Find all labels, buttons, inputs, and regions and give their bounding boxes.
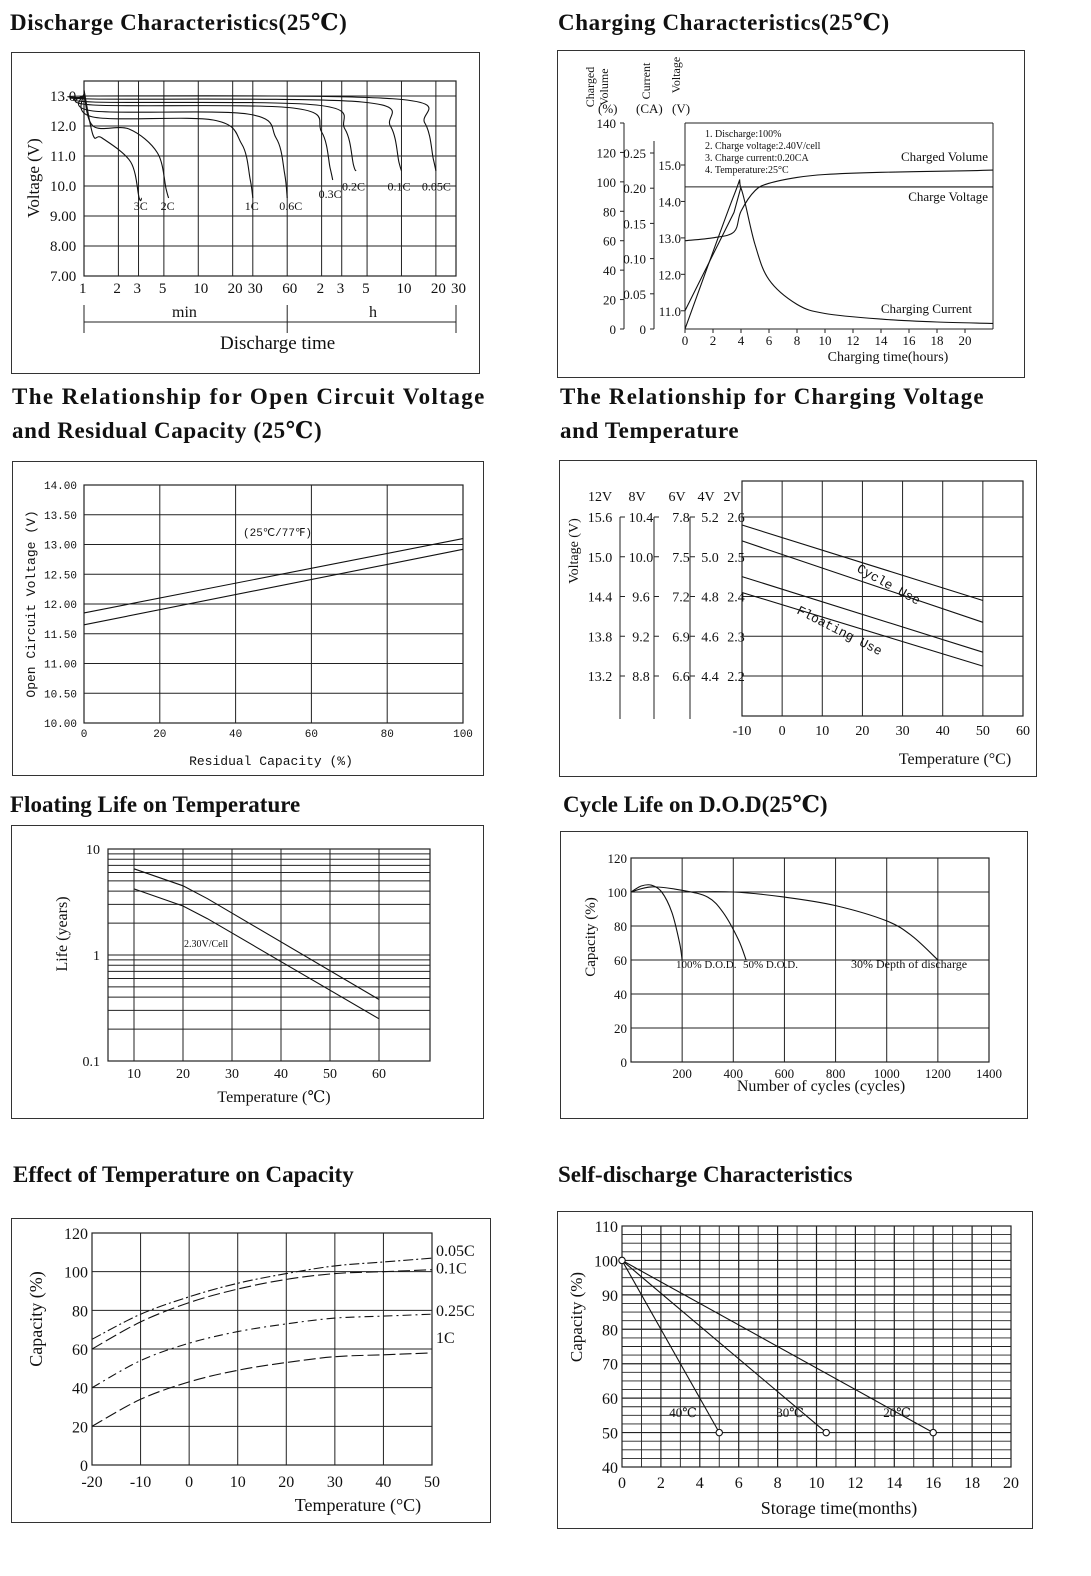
chargev-value: 7.8 (672, 511, 690, 526)
charging-xtick: 16 (902, 333, 916, 348)
chargev-header-4V: 4V (697, 490, 715, 505)
tempcap-xlabel: Temperature (°C) (294, 1495, 422, 1515)
discharge-label-0.6C: 0.6C (279, 199, 303, 213)
selfdis-endpoint (823, 1429, 829, 1435)
discharge-xtick: 2 (113, 281, 121, 297)
chargev-header-12V: 12V (587, 490, 613, 505)
charging-note: 1. Discharge:100% (705, 129, 782, 140)
tempcap-xtick: 10 (229, 1474, 246, 1491)
charging-xlabel: Charging time(hours) (827, 350, 949, 365)
ocv-ytick: 10.00 (43, 719, 77, 731)
discharge-xtick: 2 (316, 281, 325, 297)
selfdis-plot (558, 1212, 1032, 1528)
cycle-ytick: 40 (614, 987, 627, 1002)
floating-xtick: 40 (274, 1067, 288, 1082)
charging-chart (557, 50, 1025, 378)
floating-ytick: 0.1 (82, 1055, 100, 1070)
selfdis-label-2: 30℃ (776, 1404, 804, 1420)
charging-label-volume: Charged Volume (900, 149, 988, 164)
selfdis-ytick: 90 (602, 1287, 618, 1305)
chargev-xtick: 20 (855, 724, 870, 739)
ocv-ytick: 13.50 (43, 510, 77, 523)
selfdis-chart (557, 1211, 1033, 1529)
selfdis-xtick: 20 (1003, 1475, 1019, 1492)
charging-voltage-tick: 14.0 (658, 194, 681, 210)
charging-xtick: 6 (765, 333, 773, 348)
charging-volume-tick: 140 (596, 116, 616, 131)
discharge-plot (12, 53, 479, 373)
tempcap-ytick: 80 (72, 1303, 88, 1321)
cycle-title: Cycle Life on D.O.D(25℃) (563, 792, 828, 817)
selfdis-ytick: 100 (594, 1253, 618, 1271)
chargev-value: 2.6 (727, 511, 745, 526)
ocv-annotation: (25℃/77℉) (243, 528, 313, 540)
chargev-value: 14.4 (587, 590, 613, 606)
tempcap-ytick: 120 (64, 1226, 88, 1243)
chargev-header-2V: 2V (723, 490, 741, 505)
chargev-value: 10.0 (628, 550, 654, 566)
cycle-label-30: 30% Depth of discharge (851, 957, 968, 971)
ocv-xtick: 80 (380, 729, 394, 741)
ocv-chart (12, 461, 484, 776)
discharge-title: Discharge Characteristics(25℃) (10, 10, 348, 35)
discharge-xtick: 30 (451, 281, 466, 297)
tempcap-label-1C: 1C (436, 1329, 455, 1347)
floating-chart (11, 825, 484, 1119)
chargev-xlabel: Temperature (°C) (898, 751, 1012, 768)
chargev-xtick: 60 (1016, 724, 1030, 739)
cycle-ytick: 100 (607, 885, 627, 900)
charging-volume-tick: 80 (603, 204, 616, 220)
floating-ytick: 1 (93, 949, 100, 964)
chargev-header-8V: 8V (628, 490, 646, 505)
cycle-ytick: 120 (607, 851, 627, 866)
cycle-xtick: 1000 (873, 1066, 900, 1081)
selfdis-xtick: 10 (808, 1475, 825, 1492)
chargev-value: 7.5 (672, 550, 690, 566)
tempcap-curve-1C (92, 1353, 432, 1426)
cycle-chart (560, 831, 1028, 1119)
charging-current-tick: 0.15 (623, 216, 646, 232)
ocv-title-line2: and Residual Capacity (25℃) (12, 418, 323, 443)
charging-voltage-tick: 13.0 (658, 230, 681, 246)
charging-volume-header1: Charged (583, 66, 597, 108)
chargev-label-cycle: Cycle Use (854, 561, 923, 609)
charging-current-tick: 0 (639, 322, 646, 337)
ocv-xtick: 60 (304, 729, 319, 741)
floating-line-1 (134, 869, 379, 1000)
charging-voltage-tick: 11.0 (658, 303, 681, 319)
ocv-ytick: 13.00 (43, 540, 77, 553)
discharge-curve-0.6C (79, 94, 288, 198)
ocv-title-line1: The Relationship for Open Circuit Voltage (12, 384, 486, 409)
charging-volume-tick: 100 (596, 174, 616, 190)
discharge-ytick: 10.0 (50, 179, 77, 195)
charging-curve-voltage (685, 187, 993, 311)
cycle-xtick: 600 (774, 1066, 795, 1081)
chargev-ylabel: Voltage (V) (567, 518, 582, 584)
chargev-xtick: -10 (732, 724, 752, 739)
chargev-value: 13.8 (587, 630, 613, 646)
floating-line-2 (134, 889, 379, 1019)
chargev-value: 9.6 (632, 590, 650, 606)
charging-xtick: 10 (818, 333, 832, 348)
ocv-plot (13, 462, 483, 775)
chargev-value: 2.2 (727, 670, 745, 685)
chargev-value: 9.2 (632, 630, 650, 646)
tempcap-plot (12, 1219, 490, 1522)
cycle-xtick: 200 (672, 1066, 692, 1081)
chargev-value: 6.6 (672, 670, 690, 685)
ocv-ylabel: Open Circuit Voltage (V) (24, 510, 39, 698)
selfdis-ytick: 70 (602, 1356, 618, 1374)
tempcap-ytick: 60 (72, 1342, 88, 1359)
charging-xtick: 14 (874, 333, 888, 348)
selfdis-xtick: 8 (773, 1475, 782, 1492)
chargev-value: 15.0 (587, 550, 613, 566)
discharge-xtick: 30 (247, 281, 263, 297)
cycle-plot (561, 832, 1027, 1118)
chargev-xtick: 0 (778, 724, 786, 739)
discharge-curve-1C (81, 92, 253, 198)
chargev-value: 2.4 (727, 590, 745, 606)
charging-label-voltage: Charge Voltage (908, 189, 988, 204)
floating-xtick: 30 (225, 1067, 239, 1082)
tempcap-xtick: 0 (185, 1474, 194, 1491)
tempcap-ytick: 40 (72, 1380, 88, 1398)
selfdis-xtick: 14 (886, 1475, 903, 1492)
selfdis-xtick: 4 (695, 1475, 704, 1492)
floating-xtick: 60 (372, 1067, 386, 1082)
chargev-chart (559, 460, 1037, 777)
charging-volume-tick: 20 (603, 292, 616, 308)
discharge-xtick: 3 (336, 281, 345, 297)
tempcap-curve-0.05C (92, 1258, 432, 1339)
charging-label-current: Charging Current (880, 301, 972, 316)
chargev-value: 4.4 (701, 670, 719, 685)
selfdis-xtick: 6 (734, 1475, 743, 1492)
tempcap-xtick: -10 (129, 1474, 152, 1491)
chargev-value: 7.2 (672, 590, 690, 606)
floating-annotation: 2.30V/Cell (184, 939, 229, 950)
floating-plot (12, 826, 483, 1118)
tempcap-label-0.05C: 0.05C (436, 1243, 475, 1261)
chargev-value: 6.9 (672, 630, 690, 646)
ocv-ytick: 12.00 (43, 600, 77, 612)
charging-volume-tick: 120 (596, 145, 616, 161)
selfdis-label-3: 20℃ (883, 1404, 911, 1420)
tempcap-ylabel: Capacity (%) (26, 1271, 46, 1367)
ocv-ytick: 12.50 (43, 570, 77, 583)
selfdis-title: Self-discharge Characteristics (558, 1162, 853, 1187)
charging-volume-header2: Volume (597, 68, 611, 106)
charging-xtick: 4 (737, 333, 745, 348)
discharge-xtick: 20 (430, 281, 446, 297)
charging-xtick: 0 (681, 333, 689, 348)
chargev-xtick: 30 (895, 724, 910, 739)
ocv-xtick: 100 (453, 729, 473, 741)
discharge-chart (11, 52, 480, 374)
selfdis-xlabel: Storage time(months) (760, 1498, 918, 1518)
chargev-header-6V: 6V (668, 490, 686, 505)
discharge-xlabel: Discharge time (220, 333, 336, 354)
tempcap-xtick: 50 (424, 1474, 440, 1491)
ocv-ytick: 14.00 (43, 481, 77, 493)
tempcap-label-0.25C: 0.25C (436, 1303, 475, 1321)
ocv-xtick: 40 (228, 729, 243, 741)
floating-xtick: 20 (176, 1067, 190, 1082)
discharge-xtick: 10 (396, 281, 412, 297)
chargev-value: 15.6 (587, 511, 613, 526)
floating-ytick: 10 (86, 843, 100, 858)
charging-current-tick: 0.05 (623, 286, 646, 302)
charging-note: 4. Temperature:25°C (705, 165, 789, 176)
discharge-ytick: 8.00 (50, 239, 77, 255)
discharge-label-0.2C: 0.2C (342, 179, 366, 194)
chargev-value: 5.0 (701, 550, 719, 566)
discharge-label-0.1C: 0.1C (387, 179, 411, 194)
charging-current-unit: (CA) (636, 101, 663, 116)
discharge-ytick: 9.00 (50, 209, 77, 225)
ocv-line-2 (84, 549, 463, 625)
charging-volume-tick: 0 (609, 322, 616, 337)
discharge-curve-3C (84, 90, 142, 201)
selfdis-xtick: 18 (964, 1475, 981, 1492)
tempcap-ytick: 100 (64, 1264, 88, 1282)
chargev-value: 10.4 (628, 511, 654, 526)
ocv-ytick: 11.50 (43, 629, 77, 642)
chargev-frame (742, 481, 1023, 716)
floating-xtick: 10 (127, 1067, 141, 1082)
chargev-title-line1: The Relationship for Charging Voltage (560, 384, 985, 409)
charging-volume-tick: 60 (603, 233, 616, 249)
selfdis-xtick: 0 (618, 1475, 626, 1492)
charging-xtick: 18 (930, 333, 944, 348)
charging-note: 2. Charge voltage:2.40V/cell (705, 141, 821, 152)
charging-xtick: 20 (958, 333, 972, 348)
discharge-curve-2C (84, 91, 169, 198)
ocv-xlabel: Residual Capacity (%) (189, 754, 353, 769)
selfdis-label-1: 40℃ (669, 1404, 697, 1420)
chargev-xtick: 40 (935, 724, 950, 739)
charging-current-header: Current (639, 62, 653, 100)
charging-title: Charging Characteristics(25℃) (558, 10, 890, 35)
cycle-xlabel: Number of cycles (cycles) (736, 1078, 906, 1095)
discharge-ytick: 12.0 (50, 119, 77, 135)
cycle-ylabel: Capacity (%) (583, 897, 599, 977)
charging-voltage-header: Voltage (669, 56, 683, 94)
discharge-xtick: 5 (362, 281, 370, 297)
cycle-ytick: 0 (620, 1055, 627, 1070)
selfdis-ytick: 110 (594, 1219, 618, 1236)
charging-xtick: 12 (846, 333, 860, 348)
selfdis-start-point (619, 1257, 625, 1263)
charging-voltage-tick: 15.0 (658, 158, 681, 173)
selfdis-xtick: 12 (847, 1475, 864, 1492)
selfdis-ytick: 60 (602, 1391, 618, 1409)
cycle-ytick: 60 (614, 953, 627, 968)
chargev-label-floating: Floating Use (794, 603, 885, 660)
charging-plot (558, 51, 1024, 377)
selfdis-endpoint (930, 1429, 936, 1435)
charging-volume-unit: (%) (598, 101, 618, 116)
chargev-value: 5.2 (701, 511, 719, 526)
tempcap-xtick: -20 (81, 1474, 103, 1491)
charging-note: 3. Charge current:0.20CA (705, 153, 809, 164)
tempcap-title: Effect of Temperature on Capacity (13, 1162, 354, 1187)
discharge-label-3C: 3C (133, 199, 148, 213)
tempcap-chart (11, 1218, 491, 1523)
selfdis-ytick: 80 (602, 1322, 618, 1340)
selfdis-ytick: 40 (602, 1460, 618, 1477)
charging-xtick: 2 (709, 333, 717, 348)
chargev-xtick: 10 (815, 724, 830, 739)
selfdis-endpoint (716, 1429, 722, 1435)
discharge-xunit-min: min (172, 304, 197, 321)
discharge-label-0.05C: 0.05C (421, 179, 451, 194)
discharge-label-0.3C: 0.3C (318, 187, 342, 201)
ocv-ytick: 10.50 (43, 689, 77, 702)
chargev-plot (560, 461, 1036, 776)
discharge-xtick: 60 (282, 281, 298, 297)
cycle-xtick: 400 (723, 1066, 744, 1081)
tempcap-xtick: 30 (326, 1474, 343, 1491)
chargev-value: 13.2 (587, 670, 613, 685)
cycle-xtick: 1200 (924, 1066, 951, 1081)
selfdis-xtick: 2 (656, 1475, 665, 1492)
discharge-xunit-h: h (369, 304, 377, 321)
ocv-xtick: 20 (153, 729, 167, 741)
discharge-ytick: 13.0 (50, 89, 77, 105)
cycle-ytick: 80 (614, 919, 627, 934)
discharge-xtick: 1 (79, 281, 87, 297)
selfdis-xtick: 16 (925, 1475, 942, 1492)
charging-volume-tick: 40 (603, 263, 616, 279)
chargev-title-line2: and Temperature (560, 418, 740, 443)
chargev-value: 4.8 (701, 590, 719, 606)
tempcap-curve-0.25C (92, 1314, 432, 1388)
chargev-value: 4.6 (701, 630, 719, 646)
discharge-ytick: 7.00 (50, 269, 77, 285)
charging-xtick: 8 (793, 333, 801, 348)
selfdis-ylabel: Capacity (%) (567, 1271, 586, 1363)
discharge-xtick: 5 (158, 281, 167, 297)
charging-current-tick: 0.10 (623, 251, 646, 267)
chargev-value: 2.3 (727, 630, 745, 646)
discharge-ytick: 11.0 (50, 149, 76, 165)
tempcap-label-0.1C: 0.1C (436, 1260, 467, 1278)
charging-current-tick: 0.25 (623, 146, 646, 161)
tempcap-xtick: 20 (278, 1474, 295, 1491)
discharge-xtick: 10 (193, 281, 209, 297)
charging-voltage-unit: (V) (672, 101, 691, 116)
floating-ylabel: Life (years) (54, 896, 71, 972)
charging-voltage-tick: 12.0 (658, 267, 681, 283)
discharge-label-2C: 2C (160, 199, 175, 213)
cycle-xtick: 800 (825, 1066, 846, 1081)
tempcap-xtick: 40 (375, 1474, 392, 1491)
ocv-xtick: 0 (80, 729, 88, 741)
charging-curve-volume (685, 170, 993, 241)
tempcap-curve-0.1C (92, 1270, 432, 1349)
cycle-ytick: 20 (614, 1021, 627, 1036)
selfdis-ytick: 50 (602, 1425, 618, 1443)
floating-title: Floating Life on Temperature (10, 792, 301, 817)
discharge-xtick: 20 (227, 281, 243, 297)
chargev-value: 2.5 (727, 550, 745, 566)
chargev-xtick: 50 (975, 724, 990, 739)
discharge-label-1C: 1C (244, 199, 259, 213)
charging-current-tick: 0.20 (623, 181, 646, 197)
discharge-frame (84, 81, 456, 276)
ocv-line-1 (84, 539, 463, 613)
discharge-curve-0.3C (75, 95, 332, 180)
tempcap-ytick: 20 (72, 1419, 88, 1437)
discharge-xtick: 3 (133, 281, 142, 297)
tempcap-ytick: 0 (80, 1458, 88, 1475)
discharge-curve-0.1C (70, 97, 401, 171)
discharge-curve-0.2C (74, 96, 356, 171)
cycle-xtick: 1400 (976, 1066, 1002, 1081)
cycle-curve-2 (631, 887, 746, 960)
chargev-value: 8.8 (632, 670, 650, 685)
cycle-label-50: 50% D.O.D. (743, 959, 798, 971)
discharge-ylabel: Voltage (V) (24, 138, 43, 218)
cycle-label-100: 100% D.O.D. (676, 959, 737, 971)
cycle-curve-1 (631, 885, 682, 960)
ocv-ytick: 11.00 (43, 659, 77, 672)
floating-xlabel: Temperature (℃) (217, 1089, 331, 1106)
discharge-curve-0.05C (68, 96, 436, 171)
floating-xtick: 50 (323, 1067, 337, 1082)
